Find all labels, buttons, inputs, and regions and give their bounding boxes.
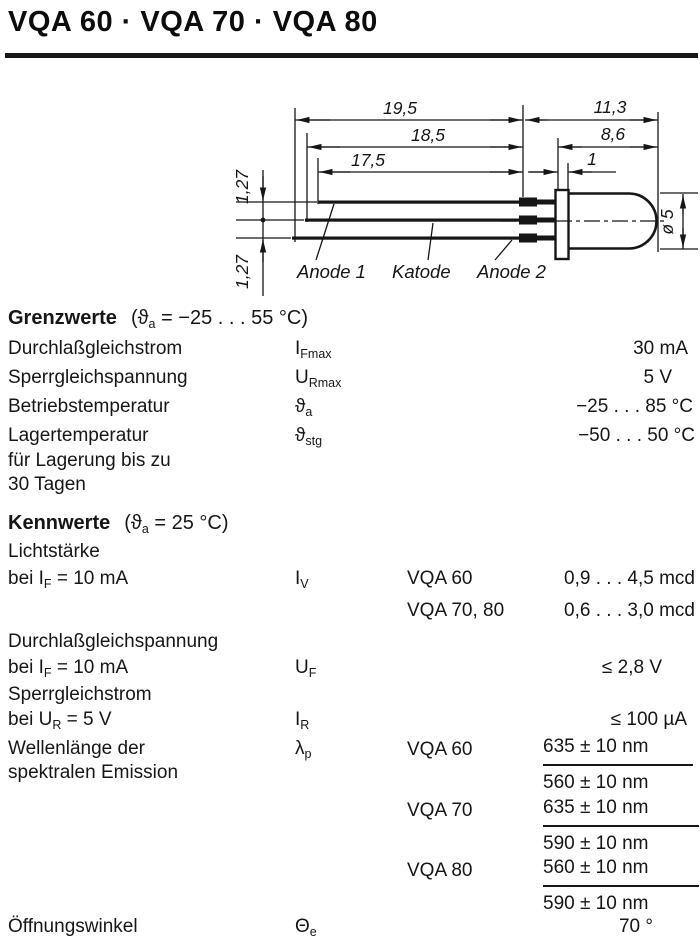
param-symbol: $\lambda_p$	[295, 738, 312, 761]
limits-row-operating-temp	[8, 396, 700, 422]
lead-katode	[305, 216, 556, 225]
param-symbol: $ϑ_a$	[295, 396, 313, 419]
dim-body-total-label: 11,3	[593, 97, 627, 117]
param-value: 0,9 . . . 4,5 mcd	[564, 568, 695, 589]
dim-lead-short-label: 17,5	[350, 150, 386, 170]
param-symbol: $I_R$	[295, 709, 310, 732]
characteristics-condition: ($ϑ_a = 25$ °C)	[124, 512, 229, 536]
param-name: Sperrgleichspannung	[8, 367, 188, 388]
wavelength-top: 635 ± 10 nm	[543, 797, 699, 827]
param-value: 70 °	[618, 916, 653, 937]
param-value: 30 mA	[633, 338, 688, 359]
param-name-continued: 30 Tagen	[8, 474, 86, 495]
param-condition: bei $U_R = 5$ V	[8, 709, 112, 732]
dim-body-front-label: 8,6	[600, 124, 626, 144]
param-name: Wellenlänge der	[8, 738, 145, 759]
pin-label-anode1: Anode 1	[297, 261, 366, 282]
param-condition: bei $I_F = 10$ mA	[8, 568, 129, 591]
param-symbol: $I_V$	[295, 568, 309, 591]
dim-pitch-bottom-label: 1,27	[232, 254, 252, 290]
param-symbol: $ϑ_{stg}$	[295, 425, 323, 448]
model-name: VQA 80	[407, 860, 473, 881]
param-name: Durchlaßgleichspannung	[8, 631, 219, 652]
wavelength-top: 635 ± 10 nm	[543, 736, 693, 766]
wavelength-entry-vqa70	[8, 797, 700, 861]
characteristics-heading: Kennwerte	[8, 512, 111, 534]
wavelength-bottom: 590 ± 10 nm	[543, 893, 649, 914]
param-name-continued: spektralen Emission	[8, 762, 179, 783]
wavelength-pair	[543, 857, 699, 915]
param-value: 5 V	[643, 367, 672, 388]
param-symbol: $U_{Rmax}$	[295, 367, 342, 390]
limits-row-storage-temp-cont	[8, 450, 700, 476]
led-technical-drawing	[0, 0, 700, 300]
wavelength-bottom: 560 ± 10 nm	[543, 772, 649, 793]
dim-flange-label: 1	[587, 149, 597, 169]
row-viewing-angle	[8, 916, 700, 942]
row-forward-voltage-name	[8, 631, 700, 657]
model-name: VQA 60	[407, 739, 473, 760]
wavelength-pair	[543, 797, 699, 855]
row-luminous-intensity	[8, 568, 700, 594]
limits-condition: ($ϑ_a = -25$ . . . 55 °C)	[130, 307, 309, 331]
limits-row-storage-temp-cont2	[8, 474, 700, 500]
limits-row-reverse-voltage	[8, 367, 700, 393]
limits-row-storage-temp	[8, 425, 700, 451]
param-name-continued: für Lagerung bis zu	[8, 450, 171, 471]
pin-label-katode: Katode	[392, 261, 451, 282]
wavelength-bottom: 590 ± 10 nm	[543, 833, 649, 854]
param-value: ≤ 2,8 V	[601, 657, 662, 678]
param-name: Lichtstärke	[8, 541, 100, 562]
param-symbol: $\Theta_e$	[295, 916, 317, 939]
param-name: Sperrgleichstrom	[8, 684, 152, 705]
dim-pitch-top-label: 1,27	[232, 169, 252, 205]
param-value: −50 . . . 50 °C	[578, 425, 695, 446]
row-luminous-intensity-name	[8, 541, 700, 567]
limits-heading-row	[8, 307, 700, 333]
limits-row-forward-current	[8, 338, 700, 364]
model-name: VQA 70, 80	[407, 600, 505, 621]
dim-lead-total-label: 19,5	[382, 98, 418, 118]
characteristics-heading-row	[8, 512, 700, 538]
dim-diameter-label: ø 5	[657, 209, 677, 235]
param-name: Betriebstemperatur	[8, 396, 170, 417]
param-name: Lagertemperatur	[8, 425, 149, 446]
row-reverse-current	[8, 709, 700, 735]
model-name: VQA 70	[407, 800, 473, 821]
row-luminous-intensity-2	[8, 600, 700, 626]
param-condition: bei $I_F = 10$ mA	[8, 657, 129, 680]
wavelength-pair	[543, 736, 693, 794]
lead-anode1	[318, 198, 556, 207]
led-flange	[556, 190, 569, 259]
pin-leader-lines	[316, 204, 512, 260]
param-value: 0,6 . . . 3,0 mcd	[564, 600, 695, 621]
wavelength-entry-vqa80	[8, 857, 700, 921]
dim-lead-mid-label: 18,5	[410, 125, 446, 145]
param-name: Durchlaßgleichstrom	[8, 338, 183, 359]
wavelength-entry-vqa60	[8, 736, 700, 800]
wavelength-top: 560 ± 10 nm	[543, 857, 699, 887]
row-reverse-current-name	[8, 684, 700, 710]
page-title: VQA 60 · VQA 70 · VQA 80	[8, 6, 378, 38]
param-value: −25 . . . 85 °C	[576, 396, 693, 417]
model-name: VQA 60	[407, 568, 473, 589]
param-name: Öffnungswinkel	[8, 916, 138, 937]
lead-anode2	[292, 234, 556, 243]
limits-heading: Grenzwerte	[8, 307, 117, 329]
param-symbol: $U_F$	[295, 657, 317, 680]
param-symbol: $I_{Fmax}$	[295, 338, 332, 361]
row-forward-voltage	[8, 657, 700, 683]
pin-label-anode2: Anode 2	[477, 261, 546, 282]
param-value: ≤ 100 µA	[610, 709, 687, 730]
